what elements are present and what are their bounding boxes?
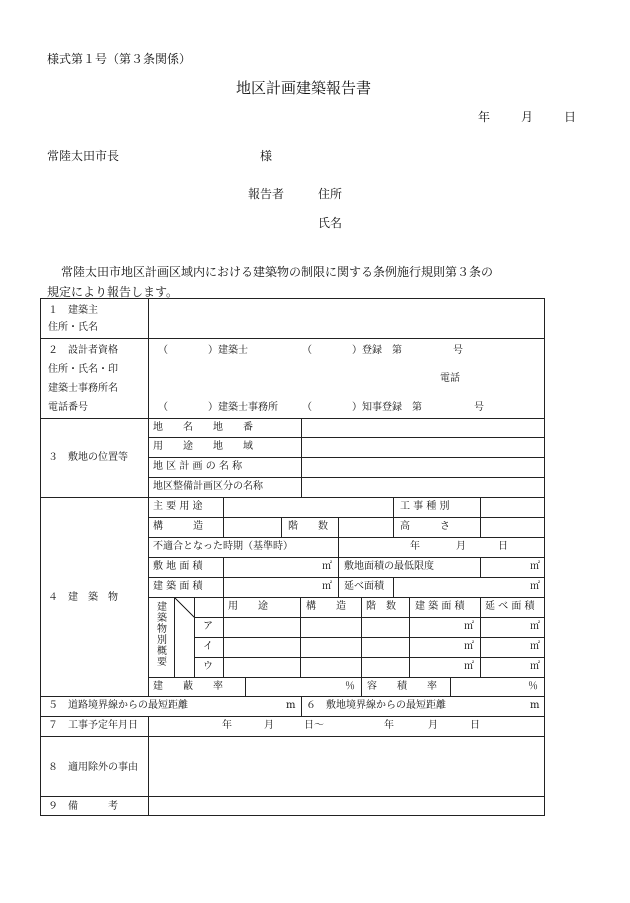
start-month: 月: [264, 720, 274, 731]
district-plan-division-label: 地区整備計画区分の名称: [153, 481, 263, 492]
coverage-ratio-label: 建 蔽 率: [153, 681, 223, 692]
breakdown-vertical-label: 建築物別概要: [157, 602, 167, 668]
min-site-area-unit: ㎡: [530, 561, 540, 572]
sub-row-u: ウ: [203, 661, 213, 672]
col-floors-header: 階 数: [366, 601, 396, 612]
col-building-area-header: 建 築 面 積: [415, 601, 465, 612]
addressee: 常陸太田市長: [47, 149, 120, 163]
sub-a-total-unit: ㎡: [530, 621, 540, 632]
structure-label: 構 造: [153, 521, 203, 532]
phone-label: 電話番号: [48, 402, 88, 413]
sub-i-area-unit: ㎡: [464, 641, 474, 652]
site-distance-label: ６ 敷地境界線からの最短距離: [306, 700, 446, 711]
end-year: 年: [384, 720, 394, 731]
total-floor-area-unit: ㎡: [530, 581, 540, 592]
schedule-label: ７ 工事予定年月日: [48, 720, 138, 731]
body-text-line1: 常陸太田市地区計画区域内における建築物の制限に関する条例施行規則第３条の: [61, 265, 494, 279]
district-plan-name-label: 地 区 計 画 の 名 称: [153, 461, 243, 472]
registration-go: 号: [453, 345, 463, 356]
address-label: 住所: [318, 187, 343, 201]
remarks-label: ９ 備 考: [48, 801, 118, 812]
sub-i-total-unit: ㎡: [530, 641, 540, 652]
page-title: 地区計画建築報告書: [236, 79, 372, 97]
report-form-table: [40, 298, 545, 816]
date-month: 月: [521, 110, 534, 124]
construction-type-label: 工 事 種 別: [400, 501, 450, 512]
nonconformity-date-label: 不適合となった時期（基準時）: [153, 541, 293, 552]
coverage-ratio-unit: ％: [345, 681, 355, 692]
registration-no[interactable]: （ ）登録 第: [302, 345, 402, 356]
architect-class[interactable]: （ ）建築士: [158, 345, 248, 356]
date-day: 日: [564, 110, 577, 124]
total-floor-area-label: 延べ面積: [344, 581, 384, 592]
reporter-label: 報告者: [248, 187, 285, 201]
start-day: 日～: [304, 720, 324, 731]
owner-sub-label: 住所・氏名: [48, 322, 98, 333]
floors-label: 階 数: [288, 521, 328, 532]
height-label: 高 さ: [400, 521, 450, 532]
col-structure-header: 構 造: [306, 601, 346, 612]
sub-row-i: イ: [203, 641, 213, 652]
office-class[interactable]: （ ）建築士事務所: [158, 402, 278, 413]
land-use-zone-label: 用 途 地 域: [153, 441, 253, 452]
name-label: 氏名: [318, 216, 343, 230]
governor-registration-go: 号: [474, 402, 484, 413]
lot-number-label: 地 名 地 番: [153, 422, 253, 433]
col-use-header: 用 途: [228, 601, 268, 612]
start-year: 年: [222, 720, 232, 731]
governor-registration-no[interactable]: （ ）知事登録 第: [302, 402, 422, 413]
designer-qualification-label: ２ 設計者資格: [48, 345, 118, 356]
date-year: 年: [478, 110, 491, 124]
sub-row-a: ア: [203, 621, 213, 632]
form-number: 様式第１号（第３条関係）: [47, 52, 192, 66]
end-day: 日: [470, 720, 480, 731]
sub-u-total-unit: ㎡: [530, 661, 540, 672]
phone-text: 電話: [440, 373, 460, 384]
sub-a-area-unit: ㎡: [464, 621, 474, 632]
site-area-label: 敷 地 面 積: [153, 561, 203, 572]
remarks-input[interactable]: [152, 799, 542, 814]
nonconformity-month: 月: [456, 541, 466, 552]
site-area-unit: ㎡: [322, 561, 332, 572]
col-total-area-header: 延 べ 面 積: [485, 601, 535, 612]
owner-label: １ 建築主: [48, 305, 98, 316]
honorific: 様: [260, 149, 273, 163]
road-distance-unit: m: [286, 700, 296, 711]
building-label: ４ 建 築 物: [48, 592, 118, 603]
owner-input[interactable]: [152, 300, 542, 336]
end-month: 月: [428, 720, 438, 731]
floor-area-ratio-unit: ％: [528, 681, 538, 692]
main-use-label: 主 要 用 途: [153, 501, 203, 512]
designer-name-label: 住所・氏名・印: [48, 364, 118, 375]
min-site-area-label: 敷地面積の最低限度: [344, 561, 434, 572]
floor-area-ratio-label: 容 積 率: [367, 681, 437, 692]
building-area-label: 建 築 面 積: [153, 581, 203, 592]
sub-u-area-unit: ㎡: [464, 661, 474, 672]
architect-office-label: 建築士事務所名: [48, 383, 118, 394]
building-area-unit: ㎡: [322, 581, 332, 592]
exemption-reason-label: ８ 適用除外の事由: [48, 762, 138, 773]
site-distance-unit: m: [530, 700, 540, 711]
nonconformity-day: 日: [498, 541, 508, 552]
nonconformity-year: 年: [410, 541, 420, 552]
site-location-label: ３ 敷地の位置等: [48, 452, 128, 463]
body-text-line2: 規定により報告します。: [47, 285, 179, 299]
road-distance-label: ５ 道路境界線からの最短距離: [48, 700, 188, 711]
exemption-reason-input[interactable]: [152, 740, 542, 794]
